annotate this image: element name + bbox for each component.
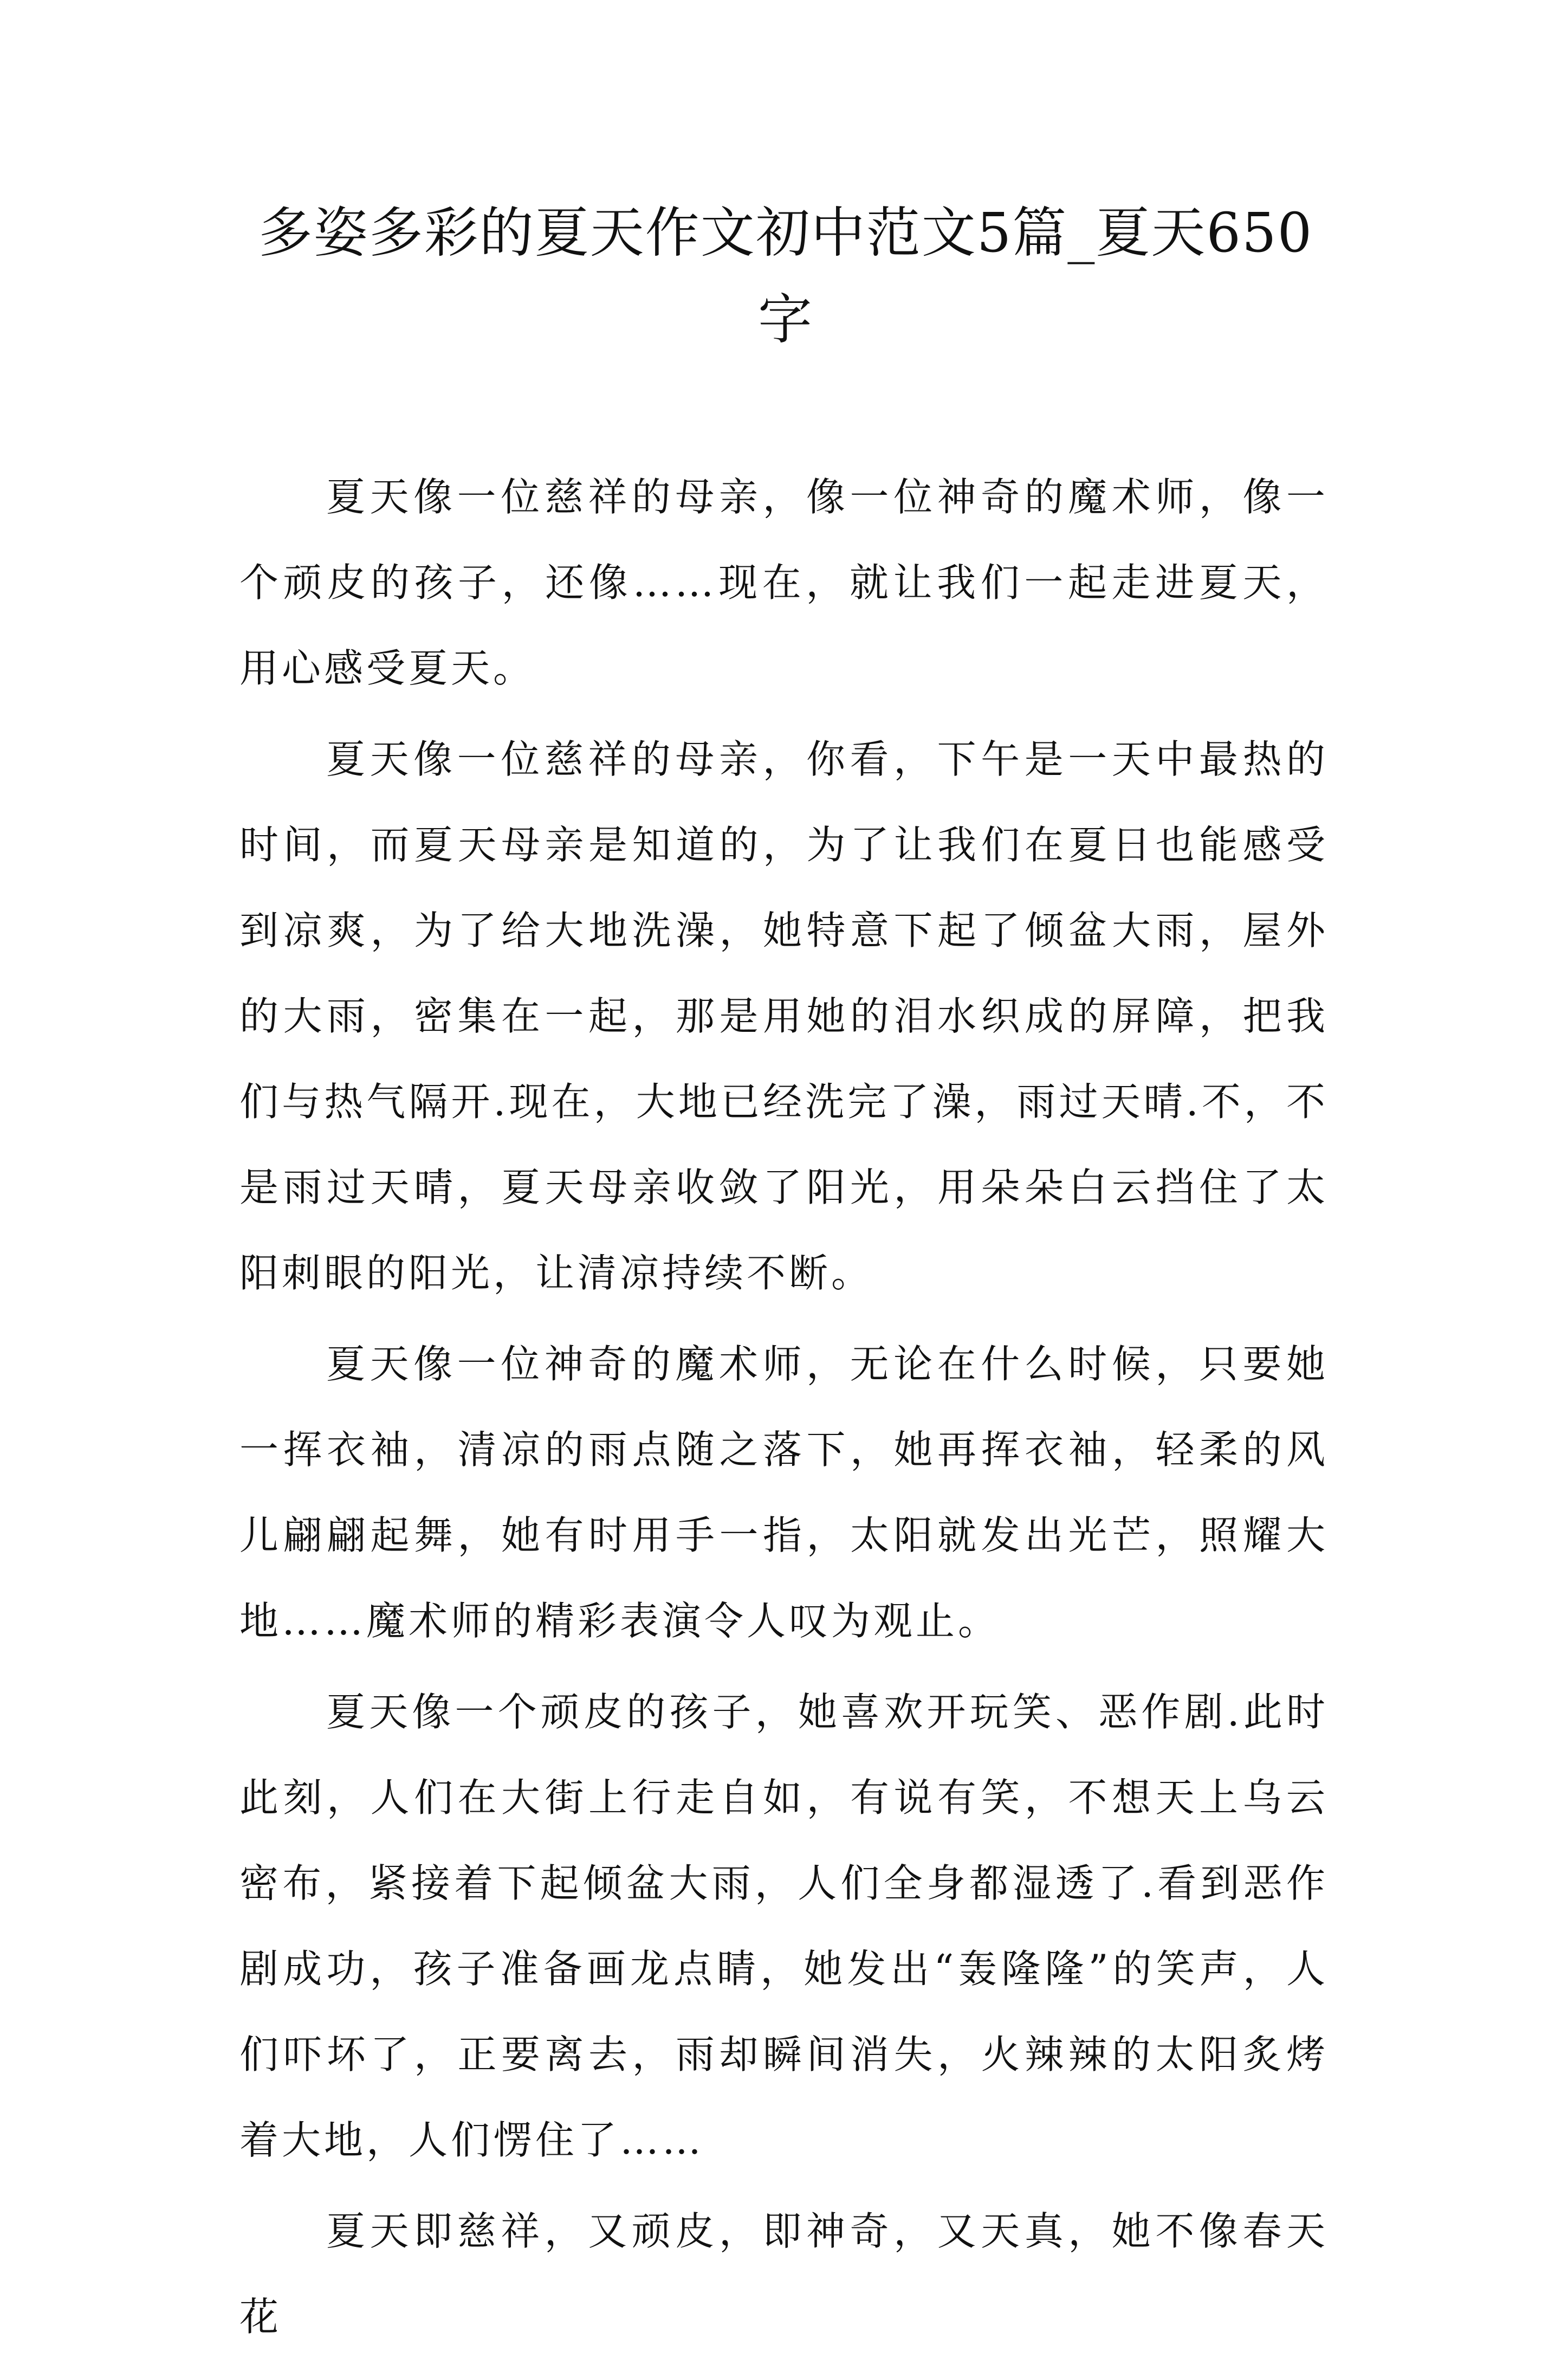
document-body	[239, 454, 1329, 2365]
paragraph-4: 夏天像一个顽皮的孩子，她喜欢开玩笑、恶作剧.此时此刻，人们在大街上行走自如，有说有笑，不想天上乌云密布，紧接着下起倾盆大雨，人们全身都湿透了.看到恶作剧成功，孩子准备画龙点睛，她发出“轰隆隆”的笑声，人们吓坏了，正要离去，雨却瞬间消失，火辣辣的太阳炙烤着大地，人们愣住了……	[239, 1689, 1329, 2163]
paragraph-2: 夏天像一位慈祥的母亲，你看，下午是一天中最热的时间，而夏天母亲是知道的，为了让我们在夏日也能感受到凉爽，为了给大地洗澡，她特意下起了倾盆大雨，屋外的大雨，密集在一起，那是用她的泪水织成的屏障，把我们与热气隔开.现在，大地已经洗完了澡，雨过天晴.不，不是雨过天晴，夏天母亲收敛了阳光，用朵朵白云挡住了太阳刺眼的阳光，让清凉持续不断。	[239, 736, 1329, 1296]
paragraph-1: 夏天像一位慈祥的母亲，像一位神奇的魔术师，像一个顽皮的孩子，还像……现在，就让我们一起走进夏天，用心感受夏天。	[239, 474, 1329, 691]
document-title: 多姿多彩的夏天作文初中范文5篇_夏天650字	[258, 201, 1313, 351]
paragraph-3: 夏天像一位神奇的魔术师，无论在什么时候，只要她一挥衣袖，清凉的雨点随之落下，她再挥衣袖，轻柔的风儿翩翩起舞，她有时用手一指，太阳就发出光芒，照耀大地……魔术师的精彩表演令人叹为观止。	[239, 1341, 1329, 1644]
paragraph-5: 夏天即慈祥，又顽皮，即神奇，又天真，她不像春天花	[239, 2208, 1329, 2340]
